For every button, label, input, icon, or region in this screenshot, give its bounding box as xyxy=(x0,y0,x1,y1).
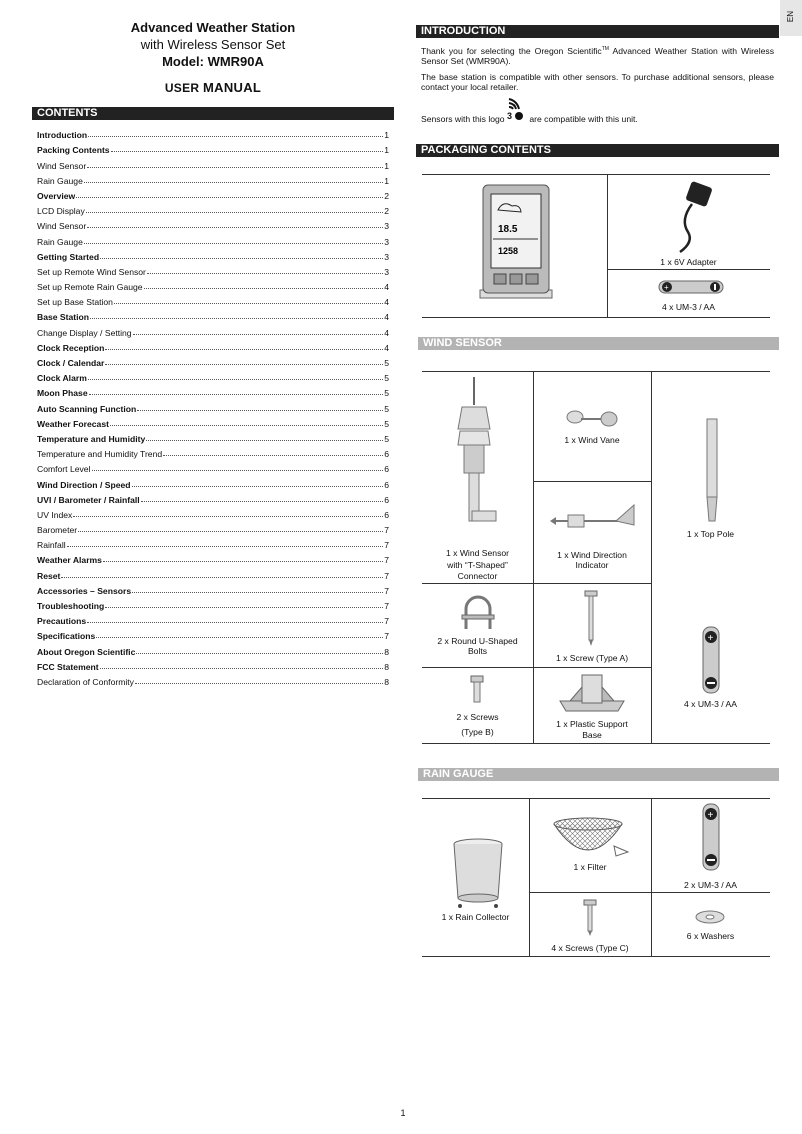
toc-leader-dots xyxy=(105,364,383,365)
svg-text:+: + xyxy=(707,633,714,644)
table-of-contents xyxy=(37,125,389,687)
toc-leader-dots xyxy=(114,303,383,304)
toc-leader-dots xyxy=(87,227,383,228)
toc-entry[interactable] xyxy=(37,247,389,262)
toc-leader-dots xyxy=(84,243,383,244)
rain-collector-image xyxy=(450,836,506,910)
toc-entry-page: 5 xyxy=(384,433,389,444)
toc-entry-page: 4 xyxy=(384,312,389,323)
intro-p3-text-b: are compatible with this unit. xyxy=(529,114,638,124)
toc-entry[interactable] xyxy=(37,672,389,687)
toc-entry-page: 6 xyxy=(384,509,389,520)
toc-entry[interactable] xyxy=(37,307,389,322)
toc-leader-dots xyxy=(88,379,383,380)
svg-text:1258: 1258 xyxy=(498,246,519,256)
toc-entry-label: Weather Alarms xyxy=(37,555,102,566)
toc-entry-page: 5 xyxy=(384,418,389,429)
logo-number: 3 xyxy=(506,111,512,121)
trademark: TM xyxy=(601,46,609,52)
toc-entry-page: 3 xyxy=(384,236,389,247)
support-base-image xyxy=(556,671,628,713)
toc-entry-page: 1 xyxy=(384,145,389,156)
toc-leader-dots xyxy=(111,151,384,152)
toc-entry-label: Rainfall xyxy=(37,540,66,551)
wind-direction-caption-1: 1 x Wind Direction xyxy=(557,550,627,560)
toc-entry-label: Comfort Level xyxy=(37,464,91,475)
toc-entry-page: 4 xyxy=(384,342,389,353)
toc-entry[interactable] xyxy=(37,641,389,656)
rain-gauge-heading: RAIN GAUGE xyxy=(418,768,779,781)
toc-leader-dots xyxy=(89,394,384,395)
toc-entry[interactable] xyxy=(37,155,389,170)
support-base-caption-1: 1 x Plastic Support xyxy=(556,719,628,729)
toc-entry-page: 6 xyxy=(384,449,389,460)
toc-entry-label: Set up Remote Rain Gauge xyxy=(37,282,143,293)
wind-batteries-image xyxy=(700,625,722,695)
wind-sensor-table xyxy=(422,371,770,744)
toc-entry-label: Weather Forecast xyxy=(37,418,109,429)
intro-paragraph-3 xyxy=(421,112,774,124)
svg-text:+: + xyxy=(664,283,669,292)
rain-batteries-caption: 2 x UM-3 / AA xyxy=(683,880,737,890)
doc-manual-label xyxy=(32,80,394,95)
toc-leader-dots xyxy=(110,425,383,426)
toc-entry[interactable] xyxy=(37,429,389,444)
toc-entry[interactable] xyxy=(37,201,389,216)
svg-text:18.5: 18.5 xyxy=(498,224,518,235)
toc-entry[interactable] xyxy=(37,368,389,383)
toc-leader-dots xyxy=(133,334,384,335)
wind-batteries-caption: 4 x UM-3 / AA xyxy=(683,699,737,709)
toc-entry-label: Getting Started xyxy=(37,251,100,262)
screw-a-caption: 1 x Screw (Type A) xyxy=(555,653,629,663)
toc-entry-label: Wind Direction / Speed xyxy=(37,479,131,490)
toc-entry[interactable] xyxy=(37,490,389,505)
toc-entry-label: Moon Phase xyxy=(37,388,88,399)
toc-entry-page: 5 xyxy=(384,403,389,414)
logo-dot xyxy=(515,112,523,120)
toc-entry-page: 1 xyxy=(384,175,389,186)
toc-entry[interactable] xyxy=(37,353,389,368)
toc-entry-page: 2 xyxy=(384,206,389,217)
toc-entry[interactable] xyxy=(37,125,389,140)
wind-sensor-caption-2: with “T-Shaped” xyxy=(447,560,508,570)
base-station-image xyxy=(478,182,554,302)
doc-model: Model: WMR90A xyxy=(162,54,264,69)
toc-leader-dots xyxy=(144,288,384,289)
toc-entry[interactable] xyxy=(37,596,389,611)
toc-leader-dots xyxy=(78,531,383,532)
toc-entry-page: 4 xyxy=(384,327,389,338)
toc-entry-page: 7 xyxy=(384,585,389,596)
toc-leader-dots xyxy=(86,212,383,213)
toc-entry-label: Clock Alarm xyxy=(37,373,87,384)
u-bolts-image xyxy=(460,595,496,631)
toc-entry-label: Precautions xyxy=(37,616,87,627)
toc-entry[interactable] xyxy=(37,277,389,292)
toc-entry-label: Introduction xyxy=(37,130,88,141)
toc-entry-label: Clock Reception xyxy=(37,342,105,353)
toc-entry[interactable] xyxy=(37,611,389,626)
toc-entry-label: Accessories – Sensors xyxy=(37,585,132,596)
toc-entry-page: 4 xyxy=(384,282,389,293)
u-bolts-caption-1: 2 x Round U-Shaped xyxy=(437,636,518,646)
toc-leader-dots xyxy=(147,273,383,274)
toc-entry-page: 8 xyxy=(384,676,389,687)
batteries-caption: 4 x UM-3 / AA xyxy=(661,302,715,312)
toc-entry[interactable] xyxy=(37,262,389,277)
toc-entry[interactable] xyxy=(37,657,389,672)
page-number: 1 xyxy=(400,1108,406,1118)
toc-leader-dots xyxy=(61,577,383,578)
toc-entry-label: Wind Sensor xyxy=(37,221,87,232)
intro-paragraph-2: The base station is compatible with other sensors. To purchase additional sensors, please contact your local retailer. xyxy=(421,72,774,92)
toc-leader-dots xyxy=(103,561,383,562)
rain-gauge-table xyxy=(422,798,770,957)
toc-leader-dots xyxy=(105,607,383,608)
toc-entry-page: 3 xyxy=(384,251,389,262)
toc-entry-label: Set up Base Station xyxy=(37,297,113,308)
toc-entry-page: 1 xyxy=(384,160,389,171)
rain-batteries-image xyxy=(700,802,722,872)
toc-entry-page: 3 xyxy=(384,221,389,232)
rain-collector-caption: 1 x Rain Collector xyxy=(441,912,510,922)
toc-leader-dots xyxy=(87,622,383,623)
toc-entry[interactable] xyxy=(37,581,389,596)
toc-entry-page: 5 xyxy=(384,358,389,368)
toc-leader-dots xyxy=(163,455,383,456)
toc-entry[interactable] xyxy=(37,459,389,474)
language-tab xyxy=(780,0,802,36)
top-pole-image xyxy=(702,417,722,525)
adapter-caption: 1 x 6V Adapter xyxy=(660,257,717,267)
wind-sensor-caption-3: Connector xyxy=(457,571,498,581)
packaging-table xyxy=(422,174,770,318)
introduction-heading: INTRODUCTION xyxy=(416,25,779,38)
toc-entry-page: 7 xyxy=(384,616,389,627)
screw-a-image xyxy=(583,589,599,649)
toc-entry[interactable] xyxy=(37,535,389,550)
toc-entry-page: 7 xyxy=(384,631,389,642)
intro-p1-text-b: Advanced Weather Station with Wireless Sensor Set (WMR90A). xyxy=(421,45,774,66)
wind-vane-caption: 1 x Wind Vane xyxy=(564,435,620,445)
top-pole-caption: 1 x Top Pole xyxy=(686,529,735,539)
user-word: USER xyxy=(164,81,200,95)
toc-entry-page: 7 xyxy=(384,540,389,551)
toc-entry-label: Barometer xyxy=(37,525,78,536)
wind-direction-image xyxy=(546,501,638,531)
toc-entry[interactable] xyxy=(37,565,389,580)
toc-entry[interactable] xyxy=(37,414,389,429)
toc-leader-dots xyxy=(76,197,383,198)
toc-entry-page: 6 xyxy=(384,479,389,490)
toc-entry-label: Declaration of Conformity xyxy=(37,676,134,687)
toc-leader-dots xyxy=(92,470,384,471)
toc-entry-label: Overview xyxy=(37,190,76,201)
toc-leader-dots xyxy=(105,349,383,350)
toc-entry-page: 7 xyxy=(384,570,389,581)
screws-c-image xyxy=(582,898,598,938)
toc-entry-label: UV Index xyxy=(37,509,73,520)
toc-entry-label: FCC Statement xyxy=(37,661,99,672)
u-bolts-caption-2: Bolts xyxy=(467,646,488,656)
intro-paragraph-1 xyxy=(421,44,774,66)
toc-leader-dots xyxy=(67,546,384,547)
toc-entry-page: 8 xyxy=(384,661,389,672)
toc-entry-label: About Oregon Scientific xyxy=(37,646,136,657)
toc-entry-page: 7 xyxy=(384,525,389,536)
screws-b-caption-1: 2 x Screws xyxy=(456,712,499,722)
toc-entry-label: Wind Sensor xyxy=(37,160,87,171)
toc-leader-dots xyxy=(73,516,383,517)
toc-entry[interactable] xyxy=(37,186,389,201)
contents-heading: CONTENTS xyxy=(32,107,394,120)
filter-image xyxy=(550,816,630,860)
toc-entry[interactable] xyxy=(37,444,389,459)
toc-entry[interactable] xyxy=(37,231,389,246)
toc-entry-label: Reset xyxy=(37,570,61,581)
screws-c-caption: 4 x Screws (Type C) xyxy=(551,943,629,953)
intro-p1-text-a: Thank you for selecting the Oregon Scientific xyxy=(421,45,602,56)
doc-subtitle: with Wireless Sensor Set xyxy=(140,37,286,52)
toc-entry-label: Change Display / Setting xyxy=(37,327,132,338)
toc-entry-label: Temperature and Humidity Trend xyxy=(37,449,163,460)
toc-entry[interactable] xyxy=(37,398,389,413)
toc-entry-label: Packing Contents xyxy=(37,145,110,156)
wind-sensor-caption-1: 1 x Wind Sensor xyxy=(445,548,510,558)
toc-entry-label: Rain Gauge xyxy=(37,236,83,247)
toc-leader-dots xyxy=(100,258,383,259)
toc-entry-page: 3 xyxy=(384,266,389,277)
toc-leader-dots xyxy=(137,410,383,411)
toc-leader-dots xyxy=(88,136,383,137)
toc-leader-dots xyxy=(132,486,384,487)
toc-leader-dots xyxy=(146,440,383,441)
washers-caption: 6 x Washers xyxy=(686,931,735,941)
toc-entry-page: 8 xyxy=(384,646,389,657)
toc-entry[interactable] xyxy=(37,520,389,535)
toc-entry[interactable] xyxy=(37,626,389,641)
toc-entry[interactable] xyxy=(37,474,389,489)
language-label: EN xyxy=(786,10,796,23)
packaging-heading: PACKAGING CONTENTS xyxy=(416,144,779,157)
toc-leader-dots xyxy=(136,653,383,654)
toc-entry[interactable] xyxy=(37,505,389,520)
wind-sensor-image xyxy=(452,375,502,535)
toc-entry[interactable] xyxy=(37,216,389,231)
toc-leader-dots xyxy=(87,167,383,168)
compatibility-logo xyxy=(507,112,527,122)
toc-entry-page: 5 xyxy=(384,373,389,384)
toc-entry[interactable] xyxy=(37,140,389,155)
toc-entry-label: Rain Gauge xyxy=(37,175,83,186)
toc-entry[interactable] xyxy=(37,550,389,565)
toc-entry-page: 2 xyxy=(384,190,389,201)
wind-vane-image xyxy=(565,407,621,429)
toc-entry[interactable] xyxy=(37,171,389,186)
toc-entry-label: Base Station xyxy=(37,312,90,323)
screws-b-caption-2: (Type B) xyxy=(461,727,494,737)
washers-image xyxy=(694,910,726,924)
batteries-image xyxy=(657,278,727,296)
toc-entry-page: 1 xyxy=(384,130,389,141)
wind-sensor-heading: WIND SENSOR xyxy=(418,337,779,350)
toc-leader-dots xyxy=(100,668,384,669)
toc-entry[interactable] xyxy=(37,383,389,398)
filter-caption: 1 x Filter xyxy=(573,862,607,872)
doc-title: Advanced Weather Station xyxy=(130,20,296,35)
toc-entry-page: 7 xyxy=(384,555,389,566)
toc-entry-label: Auto Scanning Function xyxy=(37,403,137,414)
toc-entry-page: 6 xyxy=(384,494,389,505)
toc-entry-page: 4 xyxy=(384,297,389,308)
toc-leader-dots xyxy=(135,683,383,684)
toc-entry-label: UVI / Barometer / Rainfall xyxy=(37,494,140,505)
toc-entry-page: 6 xyxy=(384,464,389,475)
wind-direction-caption-2: Indicator xyxy=(575,560,609,570)
intro-p3-text-a: Sensors with this logo xyxy=(421,114,505,124)
toc-entry-label: Clock / Calendar xyxy=(37,358,105,368)
toc-entry-label: Temperature and Humidity xyxy=(37,433,146,444)
toc-leader-dots xyxy=(141,501,384,502)
adapter-image xyxy=(660,180,720,258)
toc-entry-label: Set up Remote Wind Sensor xyxy=(37,266,146,277)
toc-entry-label: Specifications xyxy=(37,631,96,642)
toc-entry[interactable] xyxy=(37,322,389,337)
toc-leader-dots xyxy=(96,637,383,638)
svg-text:+: + xyxy=(707,810,714,821)
toc-entry-label: LCD Display xyxy=(37,206,85,217)
toc-entry[interactable] xyxy=(37,292,389,307)
screws-b-image xyxy=(469,674,485,708)
support-base-caption-2: Base xyxy=(582,730,602,740)
toc-entry[interactable] xyxy=(37,338,389,353)
manual-word: MANUAL xyxy=(203,80,262,95)
toc-entry-page: 7 xyxy=(384,601,389,611)
toc-entry-page: 5 xyxy=(384,388,389,399)
toc-leader-dots xyxy=(84,182,383,183)
toc-leader-dots xyxy=(132,592,383,593)
toc-entry-label: Troubleshooting xyxy=(37,601,105,611)
toc-leader-dots xyxy=(90,318,383,319)
